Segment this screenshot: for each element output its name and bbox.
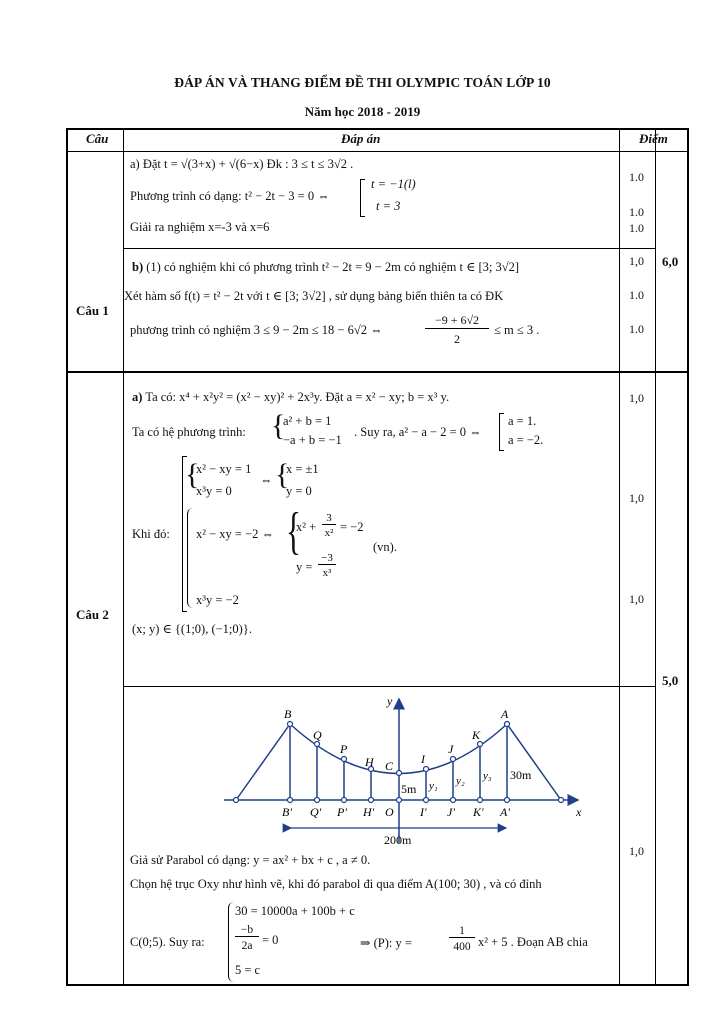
q1a-line3: Giải ra nghiệm x=-3 và x=6: [130, 220, 270, 234]
k-res2b-num: −3: [318, 552, 336, 565]
fig-label-A: A: [501, 707, 509, 721]
brace: {: [185, 458, 200, 491]
fig-dim-5m: 5m: [401, 782, 417, 796]
fig-label-J-prime: J': [447, 805, 455, 819]
q1a-line2: Phương trình có dạng: t² − 2t − 3 = 0 ⇔: [130, 189, 330, 203]
q2a-khi-do: Khi đó:: [132, 527, 170, 541]
q1a-case2: t = 3: [376, 199, 401, 213]
q1b-line1: [132, 259, 519, 275]
brace: [228, 902, 235, 982]
q2b-frac-num: 1: [449, 925, 475, 938]
total-score-1: 6,0: [662, 254, 679, 269]
bracket: [499, 413, 504, 451]
q2b-line2: Chọn hệ trục Oxy như hình vẽ, khi đó parabol đi qua điểm A(100; 30) , và có đỉnh: [130, 877, 542, 891]
answer-table: [66, 128, 689, 986]
fig-label-O: O: [385, 805, 394, 819]
k-res2a-den: x²: [324, 527, 334, 539]
col-divider: [123, 130, 124, 984]
q2b-sys2-end: = 0: [262, 933, 279, 947]
score-cell: 1,0: [629, 491, 644, 505]
q2a-label: a): [132, 390, 143, 404]
subrow-divider: [123, 686, 655, 687]
q2a-line2: Ta có hệ phương trình:: [132, 425, 246, 439]
row-divider: [68, 151, 687, 152]
brace: {: [275, 458, 290, 491]
k-res2a-end: = −2: [340, 520, 364, 534]
score-cell: 1.0: [629, 221, 644, 235]
page-title: ĐÁP ÁN VÀ THANG ĐIỂM ĐỀ THI OLYMPIC TOÁN LỚP 10: [174, 75, 551, 90]
fig-y2: y₂: [456, 775, 465, 787]
total-score-2: 5,0: [662, 673, 679, 688]
q2b-sys2-den: 2a: [241, 940, 253, 952]
score-cell: 1.0: [629, 170, 644, 184]
header-question: Câu: [86, 131, 109, 146]
score-cell: 1,0: [629, 254, 644, 268]
fig-label-Q: Q: [313, 728, 322, 742]
k-sys2b: x³y = −2: [196, 593, 239, 607]
q2a-sol1: a = 1.: [508, 414, 537, 428]
q2a-line1: [132, 390, 449, 405]
fig-dim-30m: 30m: [510, 768, 532, 782]
fig-y3: y₃: [483, 770, 492, 782]
k-sys2a: x² − xy = −2 ⇔: [196, 527, 275, 541]
q1b-text: (1) có nghiệm khi có phương trình t² − 2t = 9 − 2m có nghiệm t ∈ [3; 3√2]: [143, 260, 519, 274]
q2b-sys2-num: −b: [235, 924, 259, 937]
q2b-line3-start: C(0;5). Suy ra:: [130, 935, 205, 949]
k-res1b: y = 0: [286, 484, 312, 498]
fig-label-K: K: [472, 728, 481, 742]
fig-label-I-prime: I': [420, 805, 427, 819]
fig-label-P: P: [340, 742, 348, 756]
fig-label-Q-prime: Q': [310, 805, 322, 819]
q2a-sys1: a² + b = 1: [283, 414, 332, 428]
k-res2b: y =: [296, 560, 313, 574]
question-label-2: Câu 2: [76, 607, 109, 622]
q2b-sys1: 30 = 10000a + 100b + c: [235, 904, 355, 918]
brace: {: [271, 409, 286, 442]
q1a-line1: a) Đặt t = √(3+x) + √(6−x) Đk : 3 ≤ t ≤ 3√2 .: [130, 157, 354, 171]
brace: [187, 508, 194, 608]
q2b-line1: Giả sử Parabol có dạng: y = ax² + bx + c , a ≠ 0.: [130, 853, 371, 867]
k-res2b-den: x³: [322, 567, 332, 579]
q2a-line2-mid: . Suy ra, a² − a − 2 = 0 ⇔: [354, 425, 482, 439]
score-cell: 1.0: [629, 288, 644, 302]
subrow-divider: [123, 248, 655, 249]
header-score: Điểm: [639, 131, 668, 146]
k-vn: (vn).: [373, 540, 397, 554]
brace: {: [286, 503, 301, 560]
question-label-1: Câu 1: [76, 303, 109, 318]
q1a-case1: t = −1(l): [371, 177, 416, 191]
fig-label-K-prime: K': [473, 805, 484, 819]
q1b-label: b): [132, 260, 144, 274]
fig-label-A-prime: A': [500, 805, 510, 819]
fig-label-B-prime: B': [282, 805, 292, 819]
q2a-solution: (x; y) ∈ {(1;0), (−1;0)}.: [132, 622, 252, 636]
q2b-frac-den: 400: [453, 941, 471, 953]
score-cell: 1.0: [629, 205, 644, 219]
fig-label-P-prime: P': [337, 805, 347, 819]
q2b-sys3: 5 = c: [235, 963, 261, 977]
fig-y1: y₁: [429, 780, 438, 792]
page-subtitle: Năm học 2018 - 2019: [304, 104, 421, 119]
k-res1a: x = ±1: [286, 462, 319, 476]
q1b-frac-den: 2: [454, 332, 460, 346]
q1b-frac-num: −9 + 6√2: [425, 313, 489, 329]
right-cable: [507, 724, 561, 800]
row-divider: [68, 371, 687, 373]
q1b-line3: phương trình có nghiệm 3 ≤ 9 − 2m ≤ 18 − 6√2 ⇔: [130, 323, 383, 337]
bracket: [360, 179, 365, 217]
k-sys1b: x³y = 0: [196, 484, 232, 498]
fig-label-B: B: [284, 707, 292, 721]
fig-label-H-prime: H': [363, 805, 375, 819]
fig-label-H: H: [365, 755, 374, 769]
k-sys1a: x² − xy = 1: [196, 462, 252, 476]
q1b-line3-end: ≤ m ≤ 3 .: [494, 323, 540, 337]
fig-label-J: J: [448, 742, 454, 756]
score-cell: 1,0: [629, 391, 644, 405]
fig-label-I: I: [421, 752, 425, 766]
fig-label-C: C: [385, 759, 394, 773]
q2b-line3-end: x² + 5 . Đoạn AB chia: [478, 935, 588, 949]
score-cell: 1,0: [629, 844, 644, 858]
q2b-line3-mid: ⇒ (P): y =: [360, 936, 412, 950]
fig-dim-200m: 200m: [384, 833, 412, 847]
q2a-sys2: −a + b = −1: [283, 433, 342, 447]
score-cell: 1.0: [629, 322, 644, 336]
score-cell: 1,0: [629, 592, 644, 606]
col-divider: [655, 130, 656, 984]
header-answer: Đáp án: [341, 131, 381, 146]
k-res2a-num: 3: [322, 512, 336, 525]
fig-axis-y: y: [387, 694, 393, 708]
left-cable: [236, 724, 290, 800]
col-divider: [619, 130, 620, 984]
k-res2a: x² +: [296, 520, 317, 534]
q2a-text: Ta có: x⁴ + x²y² = (x² − xy)² + 2x³y. Đặt a = x² − xy; b = x³ y.: [142, 390, 450, 404]
k-equiv: ⇔: [260, 473, 273, 487]
q1b-line2: Xét hàm số f(t) = t² − 2t với t ∈ [3; 3√2] , sử dụng bảng biến thiên ta có ĐK: [124, 289, 504, 303]
fig-axis-x: x: [576, 805, 582, 819]
bridge-figure: [216, 693, 596, 853]
q2a-sol2: a = −2.: [508, 433, 544, 447]
